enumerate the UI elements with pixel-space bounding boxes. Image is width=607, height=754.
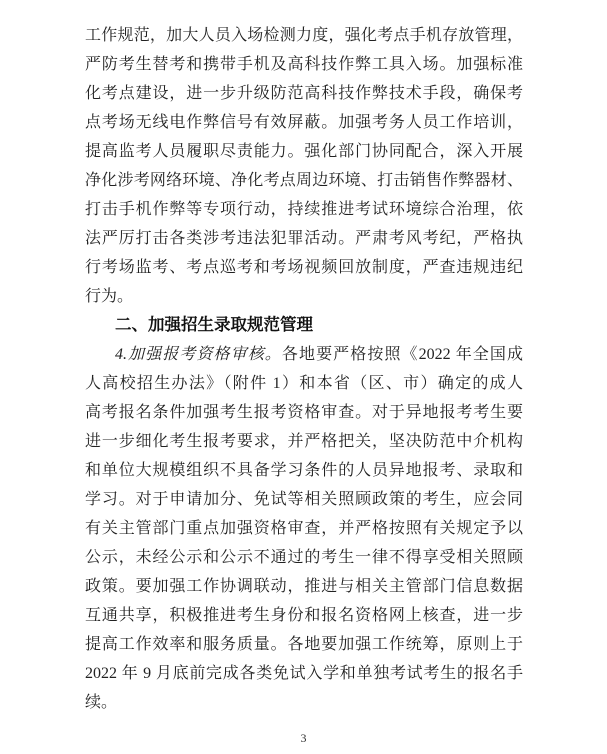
text-line (85, 79, 523, 108)
text-line (85, 340, 523, 369)
text-line (85, 398, 523, 427)
text-run: 法严厉打击各类涉考违法犯罪活动。严肃考风考纪，严格执 (85, 230, 523, 247)
text-run: 提高监考人员履职尽责能力。强化部门协同配合，深入开展 (85, 143, 523, 160)
text-run: 打击手机作弊等专项行动，持续推进考试环境综合治理，依 (85, 201, 523, 218)
text-line (85, 601, 523, 630)
text-line (85, 514, 523, 543)
text-run: 2022 年 9 月底前完成各类免试入学和单独考试考生的报名手 (85, 665, 523, 682)
text-line (85, 21, 523, 50)
text-run: 有关主管部门重点加强资格审查，并严格按照有关规定予以 (85, 520, 523, 537)
text-run: 人高校招生办法》（附件 1）和本省（区、市）确定的成人 (85, 375, 523, 392)
text-line (85, 369, 523, 398)
text-line (85, 224, 523, 253)
text-run: 公示，未经公示和公示不通过的考生一律不得享受相关照顾 (85, 549, 523, 566)
clause-title-text: 4.加强报考资格审核。 (115, 346, 282, 363)
text-line (85, 50, 523, 79)
text-run: 续。 (85, 694, 118, 711)
text-run: 互通共享，积极推进考生身份和报名资格网上核查，进一步 (85, 607, 523, 624)
text-run: 行考场监考、考点巡考和考场视频回放制度，严查违规违纪 (85, 259, 523, 276)
text-line (85, 659, 523, 688)
text-line (85, 688, 523, 717)
text-run: 二、加强招生录取规范管理 (115, 316, 313, 334)
text-line (85, 630, 523, 659)
text-line (85, 456, 523, 485)
text-run: 各地要严格按照《2022 年全国成 (281, 346, 523, 363)
text-run: 高考报名条件加强考生报考资格审查。对于异地报考考生要 (85, 404, 523, 421)
text-run: 行为。 (85, 288, 134, 305)
text-run: 点考场无线电作弊信号有效屏蔽。加强考务人员工作培训， (85, 114, 523, 131)
page-number: 3 (300, 731, 307, 745)
text-line (85, 137, 523, 166)
text-line (85, 166, 523, 195)
text-line (85, 572, 523, 601)
text-run: 和单位大规模组织不具备学习条件的人员异地报考、录取和 (85, 462, 523, 479)
text-line (85, 253, 523, 282)
text-block (85, 21, 523, 717)
text-line (85, 543, 523, 572)
text-run: 工作规范，加大人员入场检测力度，强化考点手机存放管理， (85, 27, 523, 44)
text-run: 化考点建设，进一步升级防范高科技作弊技术手段，确保考 (85, 85, 523, 102)
text-line (85, 195, 523, 224)
text-run: 学习。对于申请加分、免试等相关照顾政策的考生，应会同 (85, 491, 523, 508)
text-run: 进一步细化考生报考要求，并严格把关，坚决防范中介机构 (85, 433, 523, 450)
text-run: 政策。要加强工作协调联动，推进与相关主管部门信息数据 (85, 578, 523, 595)
text-line (85, 427, 523, 456)
text-line (85, 282, 523, 311)
section-heading (85, 311, 523, 340)
text-run: 严防考生替考和携带手机及高科技作弊工具入场。加强标准 (85, 56, 523, 73)
text-run: 提高工作效率和服务质量。各地要加强工作统筹，原则上于 (85, 636, 523, 653)
text-line (85, 485, 523, 514)
text-run: 净化涉考网络环境、净化考点周边环境、打击销售作弊器材、 (85, 172, 523, 189)
text-line (85, 108, 523, 137)
